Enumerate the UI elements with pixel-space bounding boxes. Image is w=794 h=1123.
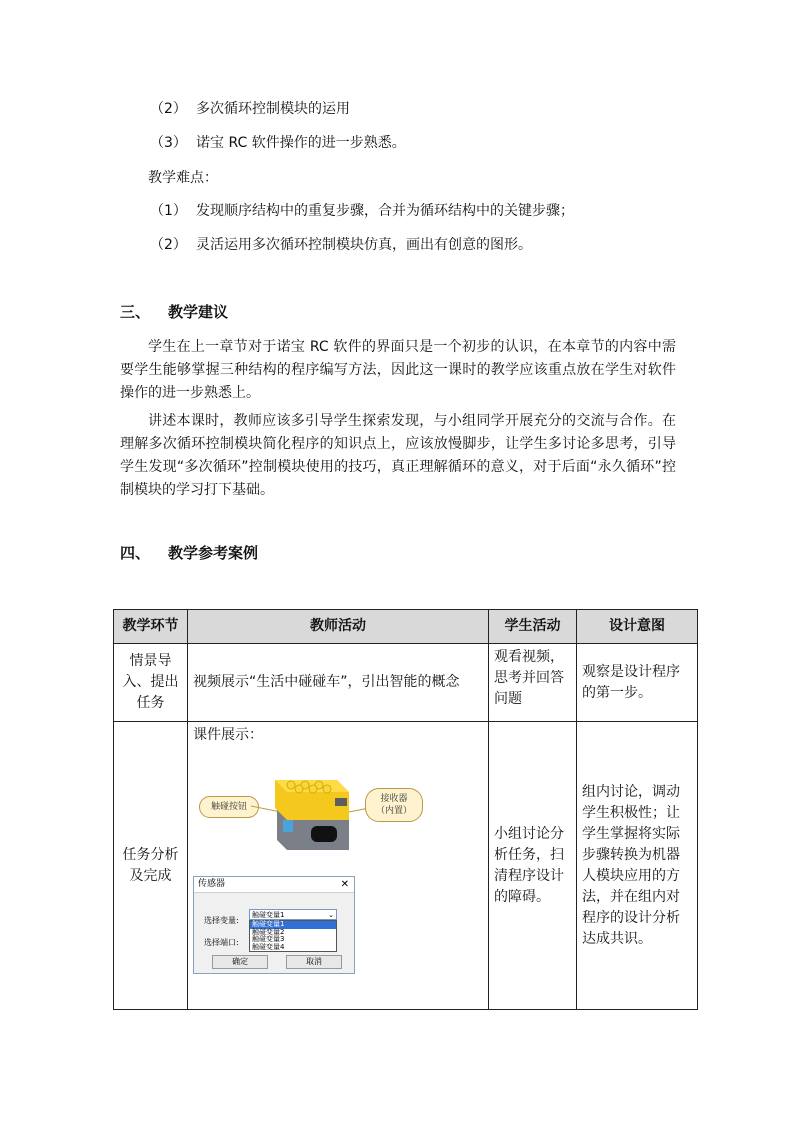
- header-student: 学生活动: [489, 610, 577, 644]
- header-teacher: 教师活动: [188, 610, 489, 644]
- variable-option[interactable]: 触碰变量2: [252, 927, 285, 936]
- focus-item-2-text: 多次循环控制模块的运用: [196, 101, 350, 117]
- section-3-number: 三、: [120, 303, 151, 321]
- table-header-row: [114, 610, 698, 644]
- variable-option[interactable]: 触碰变量4: [252, 942, 285, 951]
- focus-item-2-num: （2）: [150, 101, 187, 117]
- receiver-label-line1: 接收器: [380, 794, 408, 804]
- variable-option[interactable]: 触碰变量1: [250, 921, 336, 929]
- sensor-dialog: [193, 876, 355, 974]
- variable-option[interactable]: 触碰变量3: [252, 935, 285, 943]
- receiver-label: [365, 788, 423, 822]
- variable-options-list: [249, 920, 337, 952]
- dialog-title: 传感器: [194, 877, 354, 893]
- touch-button-label: 触碰按钮: [199, 796, 259, 818]
- row2-stage: 任务分析及完成: [114, 722, 188, 1010]
- difficulty-item-2-text: 灵活运用多次循环控制模块仿真，画出有创意的图形。: [196, 237, 532, 253]
- variable-select[interactable]: [249, 909, 337, 920]
- difficulty-item-1-num: （1）: [150, 203, 187, 219]
- row2-teacher: [188, 722, 489, 1010]
- variable-select-value: 触碰变量1: [252, 911, 285, 919]
- section-3-title: 教学建议: [168, 303, 229, 321]
- lesson-table: [113, 609, 698, 1010]
- table-row: [114, 722, 698, 1010]
- focus-item-3-num: （3）: [150, 135, 187, 151]
- row2-intent: 组内讨论，调动学生积极性；让学生掌握将实际步骤转换为机器人模块应用的方法，并在组内对程序的设计分析达成共识。: [577, 722, 698, 1010]
- difficulty-item-1-text: 发现顺序结构中的重复步骤，合并为循环结构中的关键步骤；: [196, 203, 574, 219]
- difficulty-title: 教学难点：: [148, 170, 218, 186]
- focus-item-3-text: 诺宝 RC 软件操作的进一步熟悉。: [196, 135, 406, 151]
- row1-intent: 观察是设计程序的第一步。: [577, 644, 698, 722]
- row2-student: 小组讨论分析任务，扫清程序设计的障碍。: [489, 722, 577, 1010]
- courseware-caption: 课件展示：: [193, 727, 263, 743]
- row1-stage: 情景导入、提出任务: [114, 644, 188, 722]
- chevron-down-icon: ⌄: [328, 911, 334, 919]
- row1-student: 观看视频，思考并回答问题: [489, 644, 577, 722]
- section-4-title: 教学参考案例: [168, 544, 259, 562]
- header-stage: 教学环节: [114, 610, 188, 644]
- header-intent: 设计意图: [577, 610, 698, 644]
- port-label: 选择端口:: [204, 938, 239, 947]
- section-3-paragraph-2: 讲述本课时，教师应该多引导学生探索发现，与小组同学开展充分的交流与合作。在理解多次循环控制模块简化程序的知识点上，应该放慢脚步，让学生多讨论多思考，引导学生发现“多次循环”控制模块使用的技巧，真正理解循环的意义，对于后面“永久循环”控制模块的学习打下基础。: [120, 413, 676, 498]
- robot-illustration: [199, 758, 419, 858]
- cancel-button[interactable]: 取消: [286, 955, 342, 969]
- row1-teacher: 视频展示“生活中碰碰车”，引出智能的概念: [188, 644, 489, 722]
- difficulty-item-2-num: （2）: [150, 237, 187, 253]
- variable-label: 选择变量:: [204, 916, 239, 925]
- close-icon[interactable]: ✕: [340, 879, 349, 890]
- section-3-paragraph-1: 学生在上一章节对于诺宝 RC 软件的界面只是一个初步的认识，在本章节的内容中需要学生能够掌握三种结构的程序编写方法，因此这一课时的教学应该重点放在学生对软件操作的进一步熟悉上。: [120, 339, 676, 401]
- receiver-label-line2: （内置）: [375, 806, 412, 816]
- table-row: [114, 644, 698, 722]
- ok-button[interactable]: 确定: [212, 955, 268, 969]
- section-4-number: 四、: [120, 544, 151, 562]
